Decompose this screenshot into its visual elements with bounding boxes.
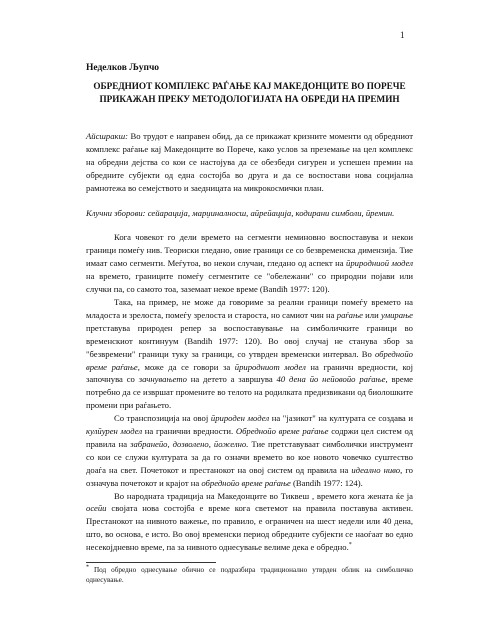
abstract bbox=[86, 130, 413, 195]
keywords-text: сейарација, марџиналносш, аӣреӣација, кодирани симболи, ӣремин. bbox=[145, 207, 395, 218]
article-body bbox=[86, 130, 413, 554]
abstract-label: Айсшракш: bbox=[86, 131, 128, 141]
paragraph-text: (Bandiћ 1977: 124). bbox=[290, 477, 363, 488]
paragraph-text: идеално ниво bbox=[351, 464, 401, 475]
paragraph-text: умирање bbox=[380, 309, 413, 320]
paragraph-text: на граничн вредности, кој започнува со bbox=[86, 361, 413, 385]
paragraph-text: Со транспозиција на овој bbox=[114, 413, 211, 424]
paragraph-text: на детето а завршува bbox=[186, 374, 277, 385]
paragraph-text: својата нова состојба е време кога светемот на правила поставува активен. Престанокот на нивното важење, по правило, е ограничен на шест недели или 40 дена, што, во основа, е исто. Во овој временски период обредните субјекти се наоѓаат во едно несекојдневно време, па за нивното однесување велиме дека е обредно. bbox=[86, 503, 413, 553]
paragraph-text: забранеӣо, дозволено, ӣожелно. bbox=[130, 438, 249, 449]
body-paragraph bbox=[86, 296, 413, 412]
footnote bbox=[86, 566, 413, 585]
body-paragraph bbox=[86, 490, 413, 555]
paragraph-text: или bbox=[362, 309, 381, 320]
author-name: Неделков Љупчо bbox=[86, 63, 160, 73]
paragraph-text: ӣриродниот модел bbox=[234, 361, 306, 372]
paragraph-text: осеӣи bbox=[86, 503, 107, 514]
paragraph-text: , време потребно да се извршат промените во телото на родилката предизвикани од биолошките промени при раѓањето. bbox=[86, 374, 413, 411]
paragraph-text: содржи цел систем од правила на bbox=[86, 426, 413, 449]
page-number: 1 bbox=[400, 30, 405, 40]
paragraph-text: Во народната традиција на Македонците во Тиквеш , времето кога жената ќе ја bbox=[114, 490, 413, 501]
paragraph-text: ӣриродниоӣ модел bbox=[346, 258, 413, 269]
paragraph-text: Тие претставуваат симболички инструмент со кои се служи културата за да го означи времето во кое новото човечко суштество доаѓа на свет. Почетокот и престанокот на овој систем од правила на bbox=[86, 438, 413, 475]
paragraph-text: зачнувањето bbox=[138, 374, 187, 385]
paragraph-text: кулӣурен модел bbox=[86, 426, 143, 437]
paragraph-text: Кога човекот го дели времето на сегменти неминовно воспоставува и некои граници помеѓу нив. Теориски гледано, овие граници се со безвременска димензија. Тие имаат само сегменти. Меѓутоа, во некои случаи, гледано од аспект на bbox=[86, 232, 413, 269]
body-paragraphs bbox=[86, 231, 413, 554]
keywords-label: Клучни зборови: bbox=[86, 207, 146, 218]
paragraph-text: Така, на пример, не може да говориме за реални граници помеѓу времето на младоста и зрелоста, помеѓу зрелоста и староста, но самиот чин на bbox=[86, 296, 413, 320]
footnote-divider bbox=[86, 562, 216, 563]
paragraph-text: обредноӣо време раѓање bbox=[201, 477, 291, 488]
paragraph-text: 40 дена ӣо неӣовоӣо раѓање bbox=[276, 374, 386, 385]
article-title: ОБРЕДНИОТ КОМПЛЕКС РАЃАЊЕ КАЈ МАКЕДОНЦИТЕ ВО ПОРЕЧЕ ПРИКАЖАН ПРЕКУ МЕТОДОЛОГИЈАТА НА ОБРЕДИ НА ПРЕМИН bbox=[93, 81, 406, 104]
paragraph-text: на времето, границите помеѓу сегментите се "обележани" со природни појави или случки па, со самото тоа, заземаат некое време (Bandiћ 1977: 120). bbox=[86, 271, 413, 295]
paragraph-text: , може да се говори за bbox=[137, 361, 235, 372]
body-paragraph bbox=[86, 412, 413, 489]
paragraph-text: обредноӣо време раѓање bbox=[86, 348, 413, 372]
paragraph-text: на гранични вредности. bbox=[142, 426, 236, 437]
paragraph-text: на "јазикот" на културата се создава и bbox=[269, 413, 413, 424]
footnote-text: Под обредно однесување обично се подразбира традиционално утврден облик на симболичко однесување. bbox=[86, 566, 413, 584]
paragraph-text: Обредноӣо време раѓање bbox=[235, 426, 329, 437]
paragraph-text: ӣрироден модел bbox=[210, 413, 270, 424]
footnote-marker: * bbox=[86, 564, 89, 571]
keywords bbox=[86, 207, 413, 220]
footnote-reference: * bbox=[348, 542, 352, 549]
abstract-text: Во трудот е направен обид, да се прикажат кризните моменти од обредниот комплекс раѓање кај Македонците во Порече, како услов за преземање на цел комплекс на обредни дејства со кои се настојува да се обезбеди сигурен и успешен премин на обредните субјекти од една состојба во друга и да се воспостави нова социјална рамнотежа во семејството и заедницата на микрокосмички план. bbox=[86, 131, 413, 193]
paragraph-text: раѓање bbox=[336, 309, 363, 320]
body-paragraph bbox=[86, 231, 413, 296]
paragraph-text: , го означува почетокот и крајот на bbox=[86, 464, 413, 488]
paragraph-text: претставува природен репер за воспоставување на симболичките граници во временскиот континуум (Bandiћ 1977: 120). Во овој случај не станува збор за "безвремени" граници туку за граници, со утврден временски интервал. Во bbox=[86, 322, 413, 359]
